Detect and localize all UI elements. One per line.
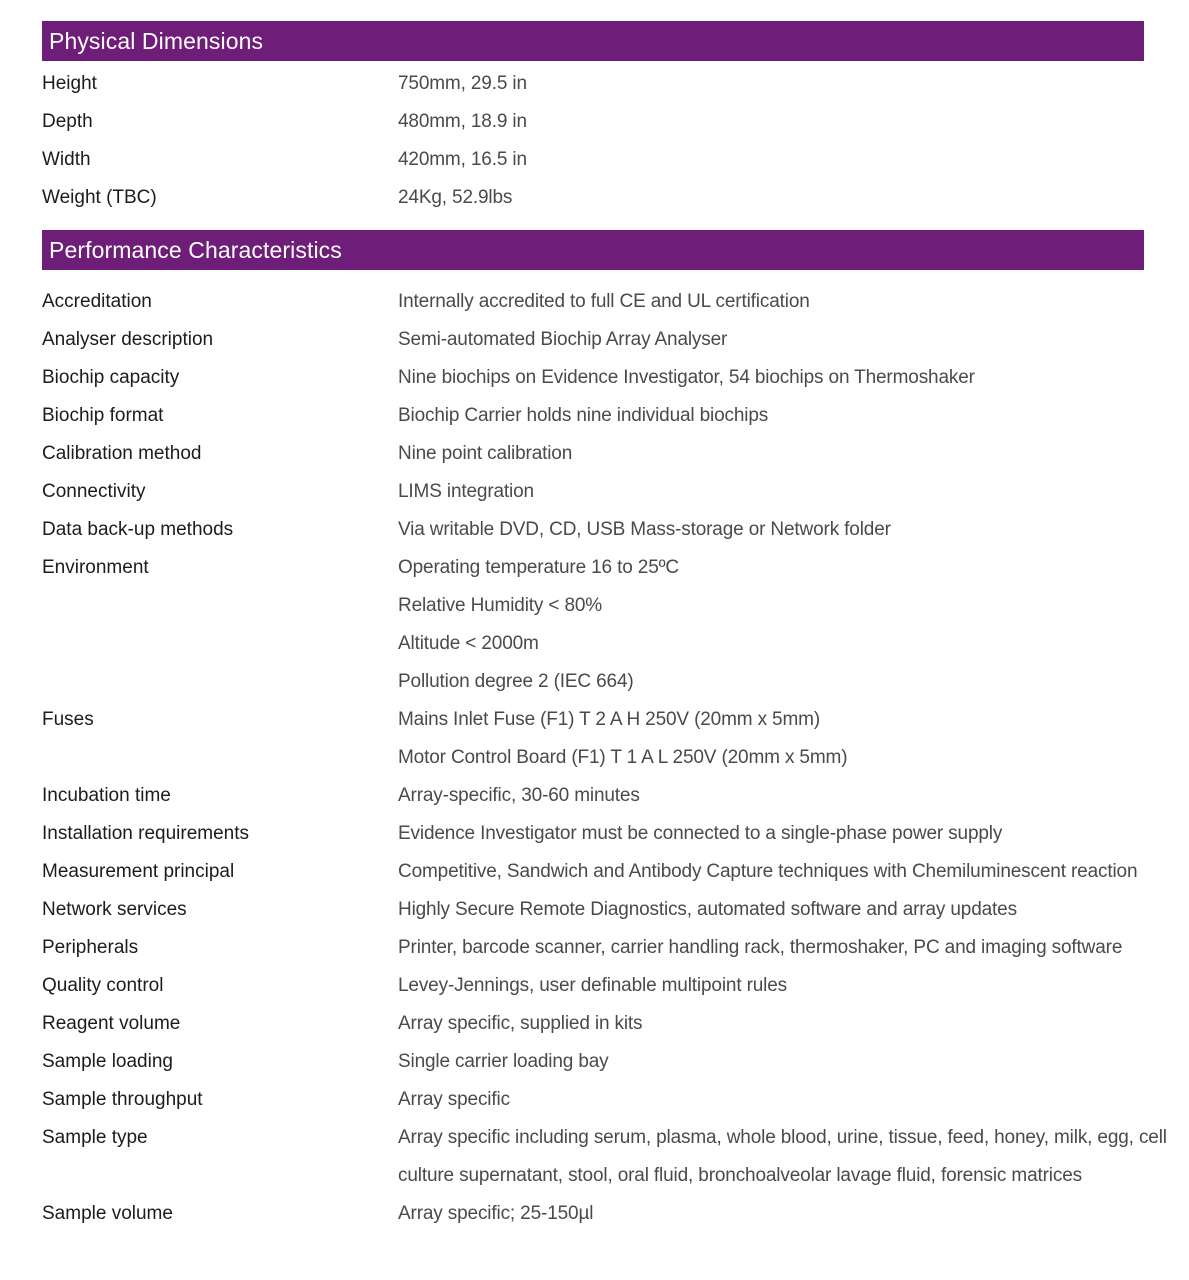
spec-value: LIMS integration	[398, 481, 534, 502]
spec-value: Biochip Carrier holds nine individual biochips	[398, 405, 769, 426]
spec-value: Evidence Investigator must be connected to a single-phase power supply	[398, 823, 1003, 844]
spec-value: Pollution degree 2 (IEC 664)	[398, 671, 634, 692]
spec-value: Array specific including serum, plasma, whole blood, urine, tissue, feed, honey, milk, egg, cell	[398, 1127, 1167, 1148]
table-row	[42, 853, 1152, 891]
table-row	[42, 141, 1152, 179]
spec-label: Environment	[42, 557, 149, 578]
spec-value: Nine point calibration	[398, 443, 573, 464]
spec-label: Depth	[42, 111, 93, 132]
spec-label: Analyser description	[42, 329, 214, 350]
spec-label	[42, 663, 398, 701]
spec-label: Sample volume	[42, 1203, 173, 1224]
spec-label: Peripherals	[42, 937, 139, 958]
table-row	[42, 625, 1152, 663]
spec-value: Altitude < 2000m	[398, 633, 539, 654]
table-row	[42, 1195, 1152, 1233]
table-row	[42, 549, 1152, 587]
performance-characteristics-header: Performance Characteristics	[42, 230, 1144, 270]
table-row	[42, 1119, 1167, 1157]
table-row	[42, 397, 1152, 435]
spec-value: 750mm, 29.5 in	[398, 73, 527, 94]
table-row	[42, 1081, 1152, 1119]
table-row	[42, 283, 1152, 321]
spec-label: Sample loading	[42, 1051, 173, 1072]
spec-label: Installation requirements	[42, 823, 249, 844]
table-row	[42, 1005, 1152, 1043]
table-row	[42, 435, 1152, 473]
spec-value: 480mm, 18.9 in	[398, 111, 527, 132]
spec-label: Biochip format	[42, 405, 164, 426]
spec-value: Levey-Jennings, user definable multipoint rules	[398, 975, 788, 996]
spec-value: Printer, barcode scanner, carrier handling rack, thermoshaker, PC and imaging software	[398, 937, 1123, 958]
table-row	[42, 663, 1152, 701]
spec-value: 420mm, 16.5 in	[398, 149, 527, 170]
physical-dimensions-table	[42, 65, 1152, 217]
spec-label: Height	[42, 73, 97, 94]
table-row	[42, 473, 1152, 511]
spec-value: Operating temperature 16 to 25ºC	[398, 557, 679, 578]
spec-value: Internally accredited to full CE and UL certification	[398, 291, 810, 312]
spec-value: Array specific	[398, 1089, 510, 1110]
table-row	[42, 321, 1152, 359]
table-row	[42, 1157, 1152, 1195]
spec-label: Measurement principal	[42, 861, 235, 882]
spec-label	[42, 1157, 398, 1195]
spec-value: Array specific, supplied in kits	[398, 1013, 643, 1034]
spec-label: Calibration method	[42, 443, 202, 464]
table-row	[42, 777, 1152, 815]
table-row	[42, 587, 1152, 625]
spec-value: Mains Inlet Fuse (F1) T 2 A H 250V (20mm x 5mm)	[398, 709, 820, 730]
spec-label: Accreditation	[42, 291, 152, 312]
spec-value: Array-specific, 30-60 minutes	[398, 785, 640, 806]
table-row	[42, 179, 1152, 217]
spec-label: Quality control	[42, 975, 164, 996]
spec-label	[42, 739, 398, 777]
spec-label: Incubation time	[42, 785, 171, 806]
spec-label: Sample type	[42, 1127, 148, 1148]
spec-label: Network services	[42, 899, 187, 920]
spec-value: Via writable DVD, CD, USB Mass-storage or Network folder	[398, 519, 891, 540]
spec-value: Semi-automated Biochip Array Analyser	[398, 329, 728, 350]
spec-value: Nine biochips on Evidence Investigator, 54 biochips on Thermoshaker	[398, 367, 975, 388]
spec-value: Highly Secure Remote Diagnostics, automated software and array updates	[398, 899, 1017, 920]
spec-value: Relative Humidity < 80%	[398, 595, 603, 616]
spec-label: Weight (TBC)	[42, 187, 157, 208]
spec-value: Single carrier loading bay	[398, 1051, 609, 1072]
spec-value: Array specific; 25-150µl	[398, 1203, 594, 1224]
spec-value: Motor Control Board (F1) T 1 A L 250V (20mm x 5mm)	[398, 747, 848, 768]
table-row	[42, 929, 1152, 967]
spec-label: Connectivity	[42, 481, 146, 502]
performance-characteristics-table	[42, 283, 1167, 1233]
spec-value: culture supernatant, stool, oral fluid, bronchoalveolar lavage fluid, forensic matrices	[398, 1165, 1082, 1186]
spec-value: Competitive, Sandwich and Antibody Capture techniques with Chemiluminescent reaction	[398, 861, 1138, 882]
table-row	[42, 1043, 1152, 1081]
spec-label: Data back-up methods	[42, 519, 234, 540]
spec-label: Fuses	[42, 709, 94, 730]
spec-label	[42, 625, 398, 663]
table-row	[42, 103, 1152, 141]
spec-label: Sample throughput	[42, 1089, 203, 1110]
table-row	[42, 701, 1152, 739]
physical-dimensions-header: Physical Dimensions	[42, 21, 1144, 61]
table-row	[42, 967, 1152, 1005]
spec-label	[42, 587, 398, 625]
table-row	[42, 815, 1152, 853]
table-row	[42, 511, 1152, 549]
table-row	[42, 739, 1152, 777]
table-row	[42, 65, 1152, 103]
spec-value: 24Kg, 52.9lbs	[398, 187, 513, 208]
spec-label: Width	[42, 149, 91, 170]
spec-label: Biochip capacity	[42, 367, 180, 388]
table-row	[42, 891, 1152, 929]
spec-label: Reagent volume	[42, 1013, 181, 1034]
table-row	[42, 359, 1152, 397]
